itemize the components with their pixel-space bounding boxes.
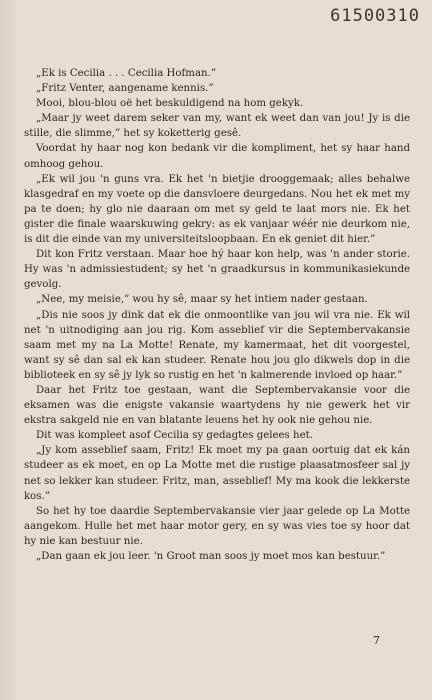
paragraph: „Maar jy weet darem seker van my, want ek weet dan van jou! Jy is die stille, die slimme,” het sy koketterig gesê. xyxy=(24,113,410,140)
paragraph: „Jy kom asseblief saam, Fritz! Ek moet my pa gaan oortuig dat ek kán studeer as ek moet, en op La Motte met die rustige plaasatmosfeer sal jy net so lekker kan studeer. Fritz, man, asseblief! My ma kook die lekkerste kos.” xyxy=(24,445,410,502)
paragraph: „Ek is Cecilia . . . Cecilia Hofman.” xyxy=(36,68,217,79)
paragraph: „Fritz Venter, aangename kennis.” xyxy=(36,83,214,95)
paragraph: „Nee, my meisie,” wou hy sê, maar sy het intiem nader gestaan. xyxy=(36,294,368,306)
paragraph: So het hy toe daardie Septembervakansie vier jaar gelede op La Motte aangekom. Hulle het met haar motor gery, en sy was vies toe sy hoor dat hy nie kan bestuur nie. xyxy=(24,505,410,547)
paragraph: Dit kon Fritz verstaan. Maar hoe hý haar kon help, was 'n ander storie. Hy was 'n admissiestudent; sy het 'n graadkursus in kommunikasiekunde gevolg. xyxy=(24,249,410,291)
body-text xyxy=(24,66,410,564)
paragraph: Mooi, blou-blou oë het beskuldigend na hom gekyk. xyxy=(36,98,304,110)
paragraph: Dit was kompleet asof Cecilia sy gedagtes gelees het. xyxy=(36,430,313,442)
library-stamp-code: 61500310 xyxy=(330,6,420,26)
paragraph: Daar het Fritz toe gestaan, want die Septembervakansie voor die eksamen was die enigste vakansie waartydens hy nie gewerk het vir ekstra sakgeld nie en van blatante leuens het hy ook nie gehou nie. xyxy=(24,384,410,427)
paragraph: „Dis nie soos jy dink dat ek die onmoontlike van jou wil vra nie. Ek wil net 'n uitnodiging aan jou rig. Kom asseblief vir die Septembervakansie saam met my na La Motte! Renate, my kamermaat, het dit voorgestel, want sy sê dan sal ek kan studeer. Renate hou jou glo dikwels dop in die biblioteek en sy sê jy lyk so rustig en het 'n kalmerende invloed op haar.” xyxy=(24,309,410,381)
paragraph: Voordat hy haar nog kon bedank vir die kompliment, het sy haar hand omhoog gehou. xyxy=(24,143,410,170)
paragraph: „Dan gaan ek jou leer. 'n Groot man soos jy moet mos kan bestuur.” xyxy=(36,551,386,562)
paragraph: „Ek wil jou 'n guns vra. Ek het 'n bietjie drooggemaak; alles behalwe klasgedraf en my voete op die dansvloere deurgedans. Nou het ek met my pa te doen; hy glo nie daaraan om met sy geld te laat mors nie. Ek het gister die finale waarskuwing gekry: as ek vanjaar wéér nie deurkom nie, is dit die einde van my universiteitsloopbaan. En ek geniet dit hier.” xyxy=(24,173,410,246)
page-number: 7 xyxy=(373,634,380,647)
